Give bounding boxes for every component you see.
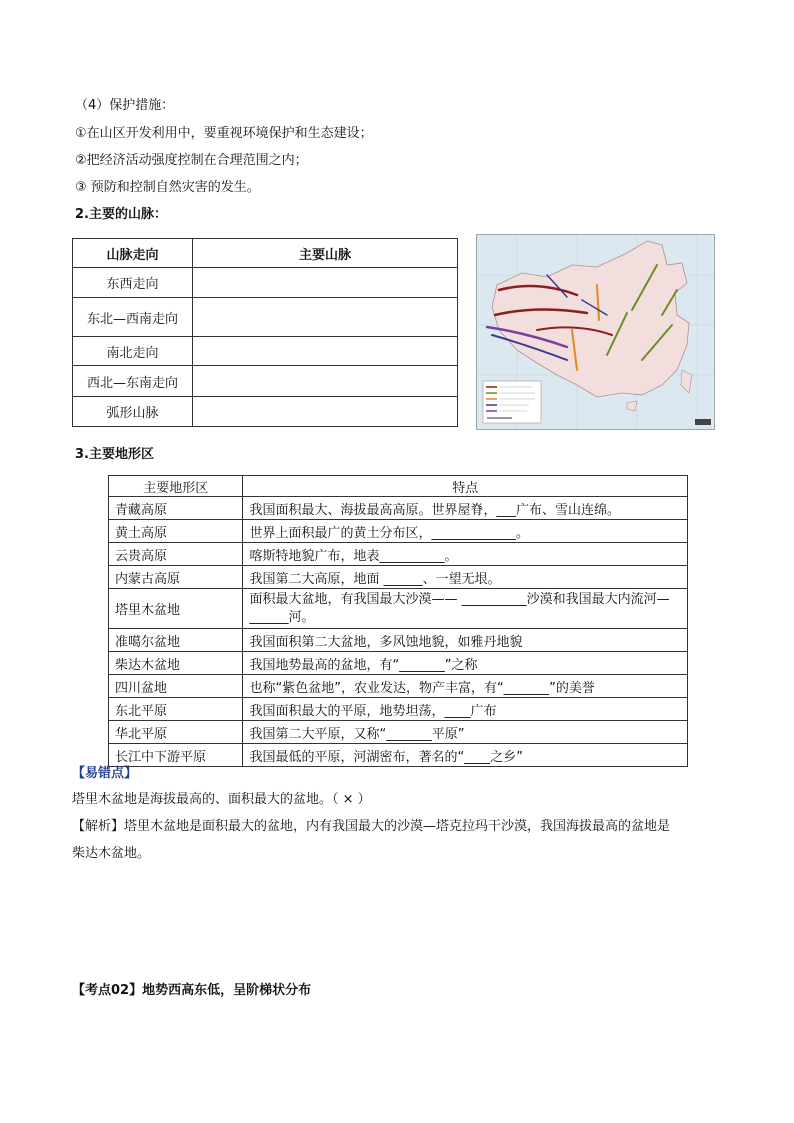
terrain-region: 塔里木盆地 <box>109 589 243 629</box>
mountains-table <box>72 238 458 427</box>
protect-heading: （4）保护措施： <box>75 98 175 113</box>
terrain-table <box>108 475 688 767</box>
mountains-row-val <box>192 268 457 298</box>
terrain-feature: 喀斯特地貌广布，地表__________。 <box>243 543 688 566</box>
analysis-label: 【解析】 <box>72 819 125 834</box>
mountains-row-dir: 南北走向 <box>73 337 193 366</box>
mountains-col-direction: 山脉走向 <box>73 239 193 268</box>
terrain-feature: 我国面积最大、海拔最高高原。世界屋脊，___广布、雪山连绵。 <box>243 497 688 520</box>
terrain-feature: 我国面积第二大盆地，多风蚀地貌，如雅丹地貌 <box>243 629 688 652</box>
mountains-col-ranges: 主要山脉 <box>192 239 457 268</box>
analysis-text: 塔里木盆地是面积最大的盆地，内有我国最大的沙漠—塔克拉玛干沙漠，我国海拔最高的盆地是 <box>124 819 671 834</box>
china-mountains-map <box>476 234 715 430</box>
protect-item-2: ②把经济活动强度控制在合理范围之内； <box>75 153 308 168</box>
analysis-line-2: 柴达木盆地。 <box>72 846 151 861</box>
terrain-region: 长江中下游平原 <box>109 744 243 767</box>
terrain-feature: 也称“紫色盆地”，农业发达，物产丰富，有“_______”的美誉 <box>243 675 688 698</box>
terrain-region: 东北平原 <box>109 698 243 721</box>
terrain-region: 四川盆地 <box>109 675 243 698</box>
terrain-feature: 面积最大盆地，有我国最大沙漠—— __________沙漠和我国最大内流河—______河。 <box>243 589 688 629</box>
terrain-col-features: 特点 <box>243 476 688 497</box>
mountains-row-dir: 东北—西南走向 <box>73 298 193 337</box>
terrain-region: 华北平原 <box>109 721 243 744</box>
mountains-row-val <box>192 337 457 366</box>
mountains-row-dir: 弧形山脉 <box>73 397 193 427</box>
china-map-graphic <box>477 235 714 429</box>
mountains-row-val <box>192 366 457 397</box>
mountains-row-val <box>192 397 457 427</box>
terrain-region: 准噶尔盆地 <box>109 629 243 652</box>
mountains-row-dir: 东西走向 <box>73 268 193 298</box>
kaodian-heading: 【考点02】地势西高东低，呈阶梯状分布 <box>72 983 312 998</box>
terrain-region: 柴达木盆地 <box>109 652 243 675</box>
terrain-feature: 我国第二大高原，地面 ______、一望无垠。 <box>243 566 688 589</box>
terrain-region: 黄土高原 <box>109 520 243 543</box>
terrain-feature: 我国第二大平原，又称“_______平原” <box>243 721 688 744</box>
terrain-feature: 我国最低的平原，河湖密布，著名的“____之乡” <box>243 744 688 767</box>
terrain-col-region: 主要地形区 <box>109 476 243 497</box>
terrain-feature: 我国地势最高的盆地，有“_______”之称 <box>243 652 688 675</box>
terrain-region: 青藏高原 <box>109 497 243 520</box>
terrain-heading: 3.主要地形区 <box>75 447 154 462</box>
mountains-row-dir: 西北—东南走向 <box>73 366 193 397</box>
china-landmass <box>492 241 689 397</box>
mistake-label: 【易错点】 <box>72 766 138 781</box>
analysis-line-1 <box>72 819 670 835</box>
protect-item-1: ①在山区开发利用中，要重视环境保护和生态建设； <box>75 126 373 141</box>
mistake-statement: 塔里木盆地是海拔最高的、面积最大的盆地。（ × ） <box>72 792 371 807</box>
mountains-heading: 2.主要的山脉： <box>75 207 167 222</box>
terrain-region: 内蒙古高原 <box>109 566 243 589</box>
terrain-feature: 我国面积最大的平原，地势坦荡，____广布 <box>243 698 688 721</box>
terrain-feature: 世界上面积最广的黄土分布区，_____________。 <box>243 520 688 543</box>
protect-item-3: ③ 预防和控制自然灾害的发生。 <box>75 180 260 195</box>
mountains-row-val <box>192 298 457 337</box>
terrain-region: 云贵高原 <box>109 543 243 566</box>
